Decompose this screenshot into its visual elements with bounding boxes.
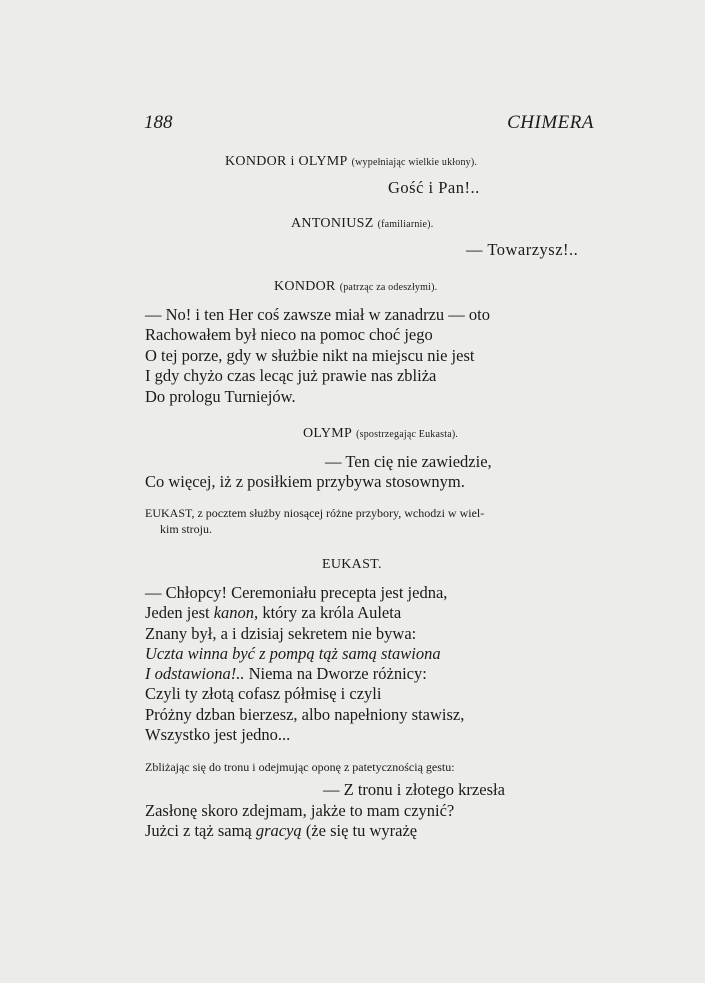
verse-fragment: Jeden jest <box>145 603 214 622</box>
verse-line: Czyli ty złotą cofasz półmisę i czyli <box>145 684 382 703</box>
speaker-name: EUKAST. <box>322 557 382 572</box>
verse-line-italic: Uczta winna być z pompą tąż samą stawiona <box>145 644 441 663</box>
speaker-line <box>303 424 458 442</box>
speaker-line <box>274 277 437 295</box>
verse-line: O tej porze, gdy w służbie nikt na miejscu nie jest <box>145 346 475 365</box>
verse-line: — Chłopcy! Ceremoniału precepta jest jedna, <box>145 583 448 602</box>
verse-fragment-italic: I odstawiona!.. <box>145 664 245 683</box>
stage-direction: (spostrzegając Eukasta). <box>356 429 459 440</box>
speaker-name: OLYMP <box>303 426 353 441</box>
speaker-line <box>225 152 477 170</box>
verse-fragment: Niema na Dworze różnicy: <box>244 664 427 683</box>
verse-line: Znany był, a i dzisiaj sekretem nie bywa: <box>145 624 417 643</box>
verse-line: Co więcej, iż z posiłkiem przybywa stosownym. <box>145 472 465 491</box>
verse-fragment: Jużci z tąż samą <box>145 821 256 840</box>
verse-line: I gdy chyżo czas lecąc już prawie nas zbliża <box>145 366 437 385</box>
verse-line <box>145 821 417 841</box>
verse-line: Wszystko jest jedno... <box>145 725 291 744</box>
running-title: CHIMERA <box>507 112 594 133</box>
verse-line <box>145 603 401 623</box>
stage-direction-block: kim stroju. <box>160 522 213 536</box>
speaker-line <box>291 214 433 232</box>
page-number: 188 <box>144 112 173 133</box>
stage-direction: (familiarnie). <box>377 219 434 230</box>
verse-fragment: który za króla Auleta <box>258 603 402 622</box>
verse-line: — Z tronu i złotego krzesła <box>323 780 505 799</box>
speaker-name: ANTONIUSZ <box>291 216 374 231</box>
stage-direction-block: Zbliżając się do tronu i odejmując oponę z patetycznością gestu: <box>145 760 455 774</box>
verse-line: Do prologu Turniejów. <box>145 387 296 406</box>
stage-direction: (wypełniając wielkie ukłony). <box>351 157 478 168</box>
verse-fragment-italic: kanon, <box>213 603 259 622</box>
stage-direction: (patrząc za odeszłymi). <box>339 282 438 293</box>
speaker-name: KONDOR i OLYMP <box>225 154 348 169</box>
verse-line: Rachowałem był nieco na pomoc choć jego <box>145 325 433 344</box>
speaker-name: KONDOR <box>274 279 336 294</box>
verse-fragment: (że się tu wyrażę <box>301 821 418 840</box>
verse-line: — Towarzysz!.. <box>466 240 579 259</box>
page-header <box>144 112 594 138</box>
verse-line: — Ten cię nie zawiedzie, <box>325 452 492 471</box>
verse-line: Próżny dzban bierzesz, albo napełniony stawisz, <box>145 705 465 724</box>
verse-line: Gość i Pan!.. <box>388 178 480 197</box>
verse-fragment-italic: gracyą <box>255 821 302 840</box>
stage-direction-block: EUKAST, z pocztem służby niosącej różne przybory, wchodzi w wiel- <box>145 506 485 520</box>
verse-line: — No! i ten Her coś zawsze miał w zanadrzu — oto <box>145 305 491 324</box>
verse-line <box>145 664 427 684</box>
verse-line: Zasłonę skoro zdejmam, jakże to mam czynić? <box>145 801 455 820</box>
